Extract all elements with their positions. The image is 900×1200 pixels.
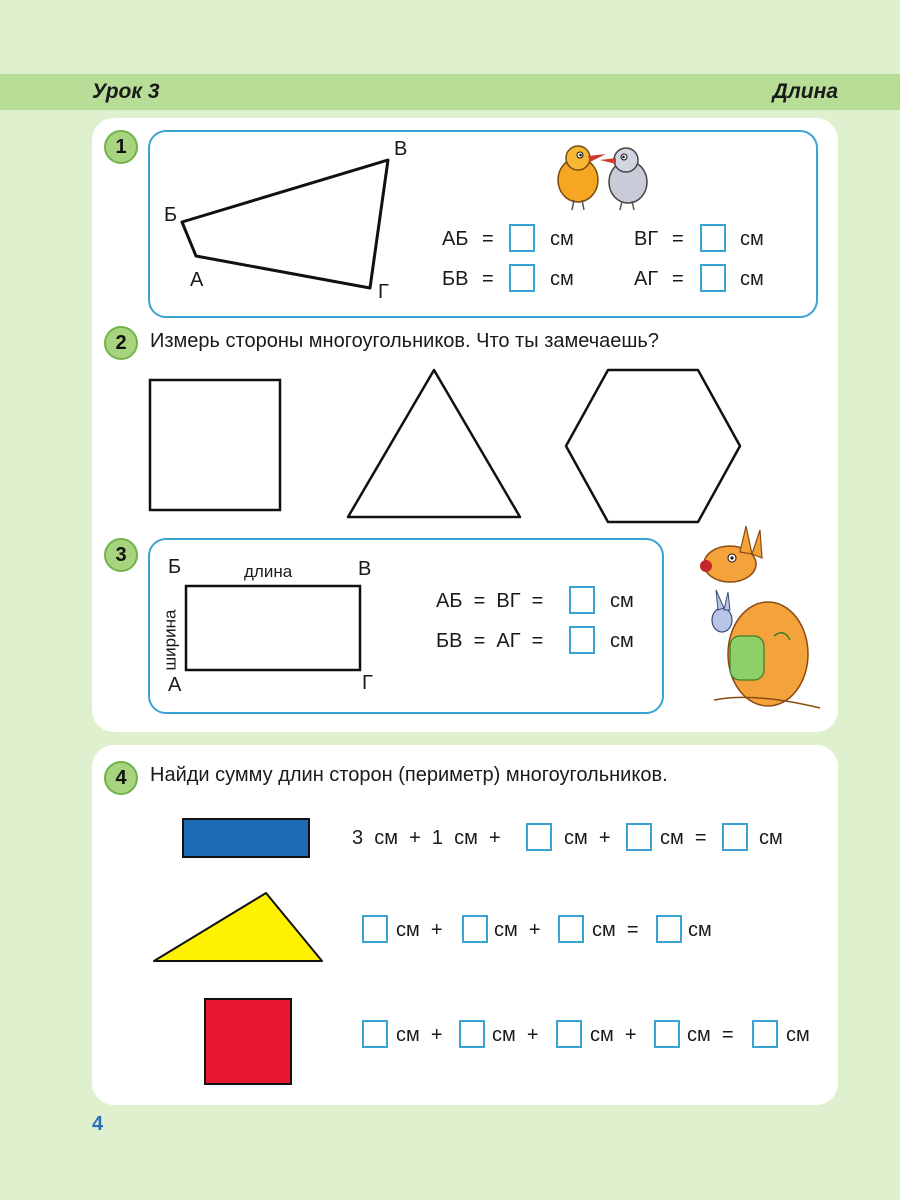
tasks-card-1	[92, 118, 838, 732]
square-shape	[150, 380, 280, 510]
row2-box-4[interactable]	[656, 915, 682, 943]
eq-vg-label: ВГ	[634, 228, 659, 250]
row2-box-1[interactable]	[362, 915, 388, 943]
eq-bv-label: БВ	[442, 268, 469, 290]
row3-box-4[interactable]	[654, 1020, 680, 1048]
answer-box-vg[interactable]	[700, 224, 726, 252]
vertex-g-label: Г	[378, 281, 389, 303]
birds-illustration	[550, 134, 660, 214]
width-label: ширина	[160, 609, 180, 671]
row2-box-2[interactable]	[462, 915, 488, 943]
rect-vertex-v: В	[358, 558, 372, 580]
task3-row1-unit: см	[610, 590, 634, 612]
row2-unit-1: см +	[396, 919, 443, 941]
task4-text: Найди сумму длин сторон (периметр) многоугольников.	[150, 764, 668, 786]
page-number: 4	[92, 1113, 104, 1135]
answer-box-ab[interactable]	[509, 224, 535, 252]
row3-unit-4: см =	[687, 1024, 734, 1046]
row3-box-5[interactable]	[752, 1020, 778, 1048]
row1-box-2[interactable]	[626, 823, 652, 851]
topic-title: Длина	[772, 80, 838, 103]
eq-bv-eq: =	[482, 268, 494, 290]
triangle-shape	[348, 370, 520, 517]
answer-box-ab-vg[interactable]	[569, 586, 595, 614]
eq-ab-eq: =	[482, 228, 494, 250]
hexagon-shape	[566, 370, 740, 522]
task3-row1-expr: АБ = ВГ =	[436, 590, 544, 612]
row2-unit-2: см +	[494, 919, 541, 941]
rectangle-figure	[184, 584, 384, 684]
row1-box-3[interactable]	[722, 823, 748, 851]
rect-vertex-a: А	[168, 674, 182, 696]
row3-unit-2: см +	[492, 1024, 539, 1046]
row2-unit-3: см =	[592, 919, 639, 941]
row3-box-3[interactable]	[556, 1020, 582, 1048]
row3-unit-1: см +	[396, 1024, 443, 1046]
answer-box-ag[interactable]	[700, 264, 726, 292]
eq-ag-eq: =	[672, 268, 684, 290]
blue-rectangle-shape	[182, 818, 310, 858]
eq-ab-label: АБ	[442, 228, 469, 250]
red-square-shape	[204, 998, 292, 1085]
task3-row2-expr: БВ = АГ =	[436, 630, 544, 652]
task3-row2-unit: см	[610, 630, 634, 652]
eq-vg-eq: =	[672, 228, 684, 250]
vertex-b-label: Б	[164, 204, 178, 226]
vertex-v-label: В	[394, 138, 408, 160]
eq-ag-label: АГ	[634, 268, 659, 290]
row1-prefix: 3 см + 1 см +	[352, 827, 501, 849]
kangaroo-illustration	[694, 524, 824, 714]
task2-text: Измерь стороны многоугольников. Что ты замечаешь?	[150, 330, 659, 352]
rect-vertex-g: Г	[362, 672, 373, 694]
row3-unit-5: см	[786, 1024, 810, 1046]
eq-ag-unit: см	[740, 268, 764, 290]
lesson-title: Урок 3	[92, 80, 160, 103]
answer-box-bv-ag[interactable]	[569, 626, 595, 654]
task-number-1: 1	[104, 130, 138, 164]
row3-box-1[interactable]	[362, 1020, 388, 1048]
vertex-a-label: А	[190, 269, 204, 291]
row3-box-2[interactable]	[459, 1020, 485, 1048]
row1-unit-3: см	[759, 827, 783, 849]
length-label: длина	[244, 562, 293, 581]
rect-vertex-b: Б	[168, 556, 182, 578]
row1-unit-1: см +	[564, 827, 611, 849]
row2-unit-4: см	[688, 919, 712, 941]
tasks-card-2	[92, 745, 838, 1105]
row1-unit-2: см =	[660, 827, 707, 849]
eq-bv-unit: см	[550, 268, 574, 290]
row3-unit-3: см +	[590, 1024, 637, 1046]
eq-vg-unit: см	[740, 228, 764, 250]
task-number-2: 2	[104, 326, 138, 360]
eq-ab-unit: см	[550, 228, 574, 250]
row2-box-3[interactable]	[558, 915, 584, 943]
polygons-figure	[142, 362, 822, 532]
row1-box-1[interactable]	[526, 823, 552, 851]
yellow-triangle-shape	[150, 889, 330, 969]
task-number-3: 3	[104, 538, 138, 572]
answer-box-bv[interactable]	[509, 264, 535, 292]
task-number-4: 4	[104, 761, 138, 795]
